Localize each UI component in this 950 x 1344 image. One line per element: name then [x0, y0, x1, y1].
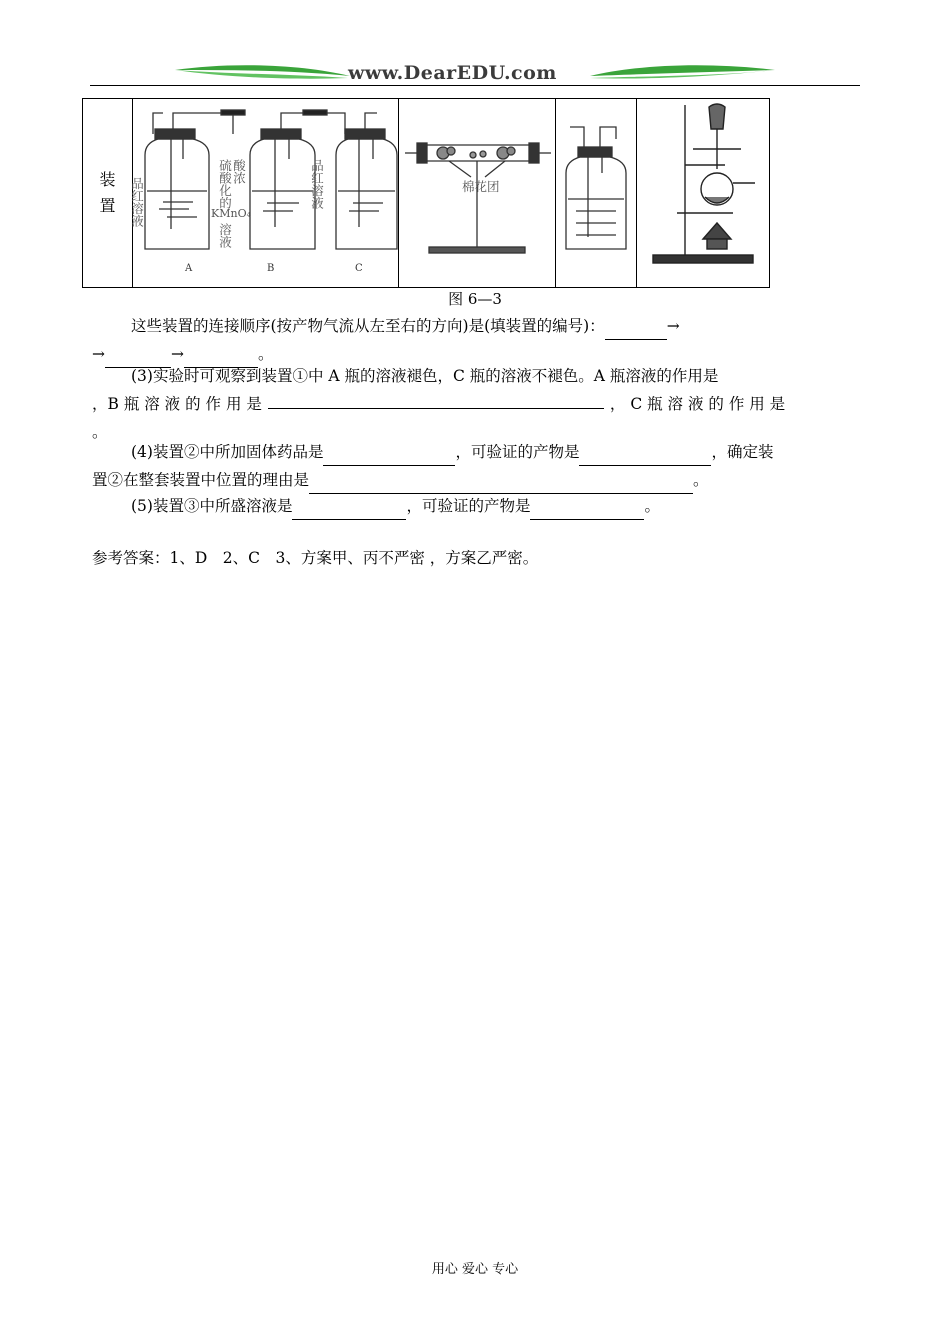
- apparatus-row-label: [83, 99, 133, 288]
- header-logo: www.DearEDU.com: [348, 62, 557, 84]
- q5-part2: ，可验证的产物是: [406, 497, 531, 515]
- q2-text: 这些装置的连接顺序(按产物气流从左至右的方向)是(填装置的编号)：: [131, 317, 605, 335]
- q3-line-2b: ， C 瓶 溶 液 的 作 用 是: [609, 395, 786, 413]
- q3-line-3: 。: [92, 423, 108, 441]
- label-b3-text: KMnO₄: [211, 207, 251, 220]
- q5-part1: (5)装置③中所盛溶液是: [131, 497, 293, 515]
- q2-arrow-1: →: [666, 317, 680, 335]
- figure-caption: 图 6—3: [448, 290, 502, 308]
- gas-bottle-diagram: [556, 99, 636, 283]
- q4-part4: 置②在整套装置中位置的理由是: [92, 471, 310, 489]
- q5-blank-solution[interactable]: [292, 501, 406, 520]
- apparatus-cell-4: [637, 99, 770, 288]
- page-header: [90, 58, 860, 90]
- q5-blank-product[interactable]: [530, 501, 644, 520]
- answer-line: 参考答案：1、D 2、C 3、方案甲、丙不严密 ，方案乙严密。: [92, 549, 539, 567]
- q2-arrow-3: →: [171, 345, 184, 363]
- apparatus-label-text: 装置: [99, 170, 116, 215]
- q5-paragraph: [92, 492, 860, 520]
- apparatus-cell-1: [129, 99, 399, 288]
- q3-line-1: (3)实验时可观察到装置①中 A 瓶的溶液褪色，C 瓶的溶液不褪色。A 瓶溶液的作用是: [131, 367, 719, 385]
- q2-paragraph: [92, 312, 860, 368]
- bottle-b-letter: B: [267, 263, 275, 274]
- label-c-text: 品红溶液: [309, 159, 325, 209]
- q4-part3: ，确定装: [711, 443, 774, 461]
- label-b1-text: 硫酸化的: [217, 159, 233, 209]
- q2-blank-1[interactable]: [605, 321, 667, 340]
- page-footer: 用心 爱心 专心: [431, 1262, 519, 1277]
- q4-part1: (4)装置②中所加固体药品是: [131, 443, 324, 461]
- label-a-text: 品红溶液: [129, 177, 145, 227]
- q4-paragraph: [92, 438, 860, 494]
- q2-end: 。: [258, 345, 274, 363]
- apparatus-cell-3: [556, 99, 637, 288]
- q2-arrow-2: →: [92, 345, 105, 363]
- q4-blank-product[interactable]: [579, 447, 711, 466]
- q4-part2: ，可验证的产物是: [455, 443, 580, 461]
- label-b2-text: 酸浓: [231, 159, 247, 184]
- q3-blank-b[interactable]: [268, 390, 604, 409]
- wash-bottles-diagram: [129, 99, 398, 283]
- q5-end: 。: [644, 497, 660, 515]
- q4-blank-reagent[interactable]: [323, 447, 455, 466]
- apparatus-cell-2: [399, 99, 556, 288]
- drying-tube-diagram: [399, 99, 555, 283]
- bottle-c-letter: C: [355, 263, 363, 274]
- q3-line-2a: ，B 瓶 溶 液 的 作 用 是: [92, 395, 262, 413]
- bottle-a-letter: A: [185, 263, 193, 274]
- cotton-label: 棉花团: [462, 179, 500, 194]
- header-rule: [90, 85, 860, 86]
- generator-diagram: [637, 99, 769, 283]
- q4-end: 。: [693, 471, 709, 489]
- label-b4-text: 溶液: [217, 223, 233, 248]
- q3-paragraph: [92, 362, 860, 446]
- apparatus-table: [82, 98, 770, 288]
